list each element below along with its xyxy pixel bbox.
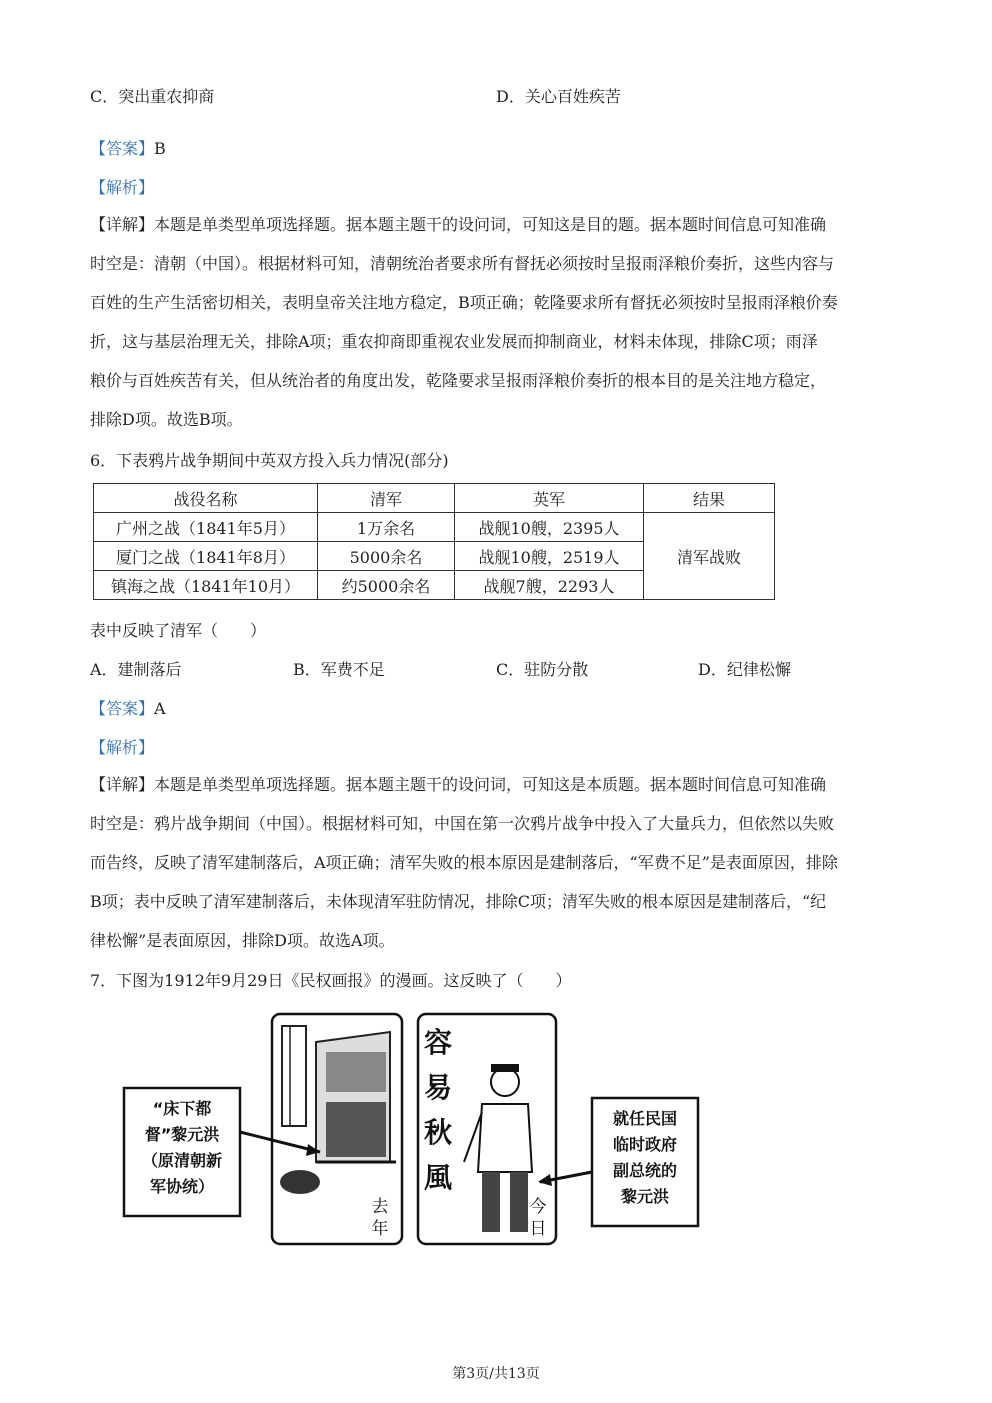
table-cell: 镇海之战（1841年10月）	[94, 571, 318, 600]
option-d: D．关心百姓疾苦	[496, 87, 621, 106]
q5-detail	[90, 205, 905, 439]
title-char: 秋	[423, 1116, 453, 1149]
option-c: C．突出重农抑商	[90, 87, 215, 106]
label-line: 黎元洪	[620, 1187, 670, 1206]
answer-value: A	[154, 699, 166, 718]
detail-line: B项；表中反映了清军建制落后，未体现清军驻防情况，排除C项；清军失败的根本原因是建制落后，“纪	[90, 892, 827, 911]
detail-tag: 【详解】	[90, 775, 155, 794]
answer-tag: 【答案】	[90, 139, 155, 158]
detail-line: 律松懈”是表面原因，排除D项。故选A项。	[90, 931, 395, 950]
table-cell: 战舰10艘，2519人	[455, 542, 644, 571]
table-header-row	[94, 484, 775, 513]
caption-char: 去	[371, 1197, 389, 1217]
table-header: 结果	[644, 484, 775, 513]
caption-char: 年	[371, 1219, 389, 1239]
table-cell: 广州之战（1841年5月）	[94, 513, 318, 542]
answer-tag: 【答案】	[90, 699, 155, 718]
caption-char: 今	[529, 1197, 547, 1217]
answer-value: B	[154, 139, 166, 158]
table-cell: 1万余名	[318, 513, 455, 542]
label-line: 军协统）	[149, 1177, 215, 1196]
table-header: 战役名称	[94, 484, 318, 513]
detail-line: 时空是：鸦片战争期间（中国）。根据材料可知，中国在第一次鸦片战争中投入了大量兵力，但依然以失败	[90, 814, 835, 833]
title-char: 容	[423, 1026, 453, 1059]
q6-stem: 6．下表鸦片战争期间中英双方投入兵力情况(部分)	[90, 451, 449, 470]
title-char: 風	[423, 1161, 453, 1194]
detail-tag: 【详解】	[90, 215, 155, 234]
table-cell: 约5000余名	[318, 571, 455, 600]
cartoon-hiding-figure	[280, 1170, 320, 1194]
option-b: B．军费不足	[293, 660, 385, 679]
detail-line: 而告终，反映了清军建制落后，A项正确；清军失败的根本原因是建制落后，“军费不足”是表面原因，排除	[90, 853, 838, 872]
option-a: A．建制落后	[90, 660, 182, 679]
option-d: D．纪律松懈	[698, 660, 791, 679]
battle-table	[93, 483, 775, 600]
q6-question: 表中反映了清军（ ）	[90, 621, 267, 640]
label-line: 临时政府	[612, 1135, 678, 1154]
q7-stem: 7．下图为1912年9月29日《民权画报》的漫画。这反映了（ ）	[90, 971, 572, 990]
caption-char: 日	[529, 1219, 547, 1239]
cartoon-figure	[120, 1012, 700, 1248]
table-cell: 厦门之战（1841年8月）	[94, 542, 318, 571]
analysis-tag: 【解析】	[90, 178, 155, 197]
table-header: 英军	[455, 484, 644, 513]
detail-line: 粮价与百姓疾苦有关，但从统治者的角度出发，乾隆要求呈报雨泽粮价奏折的根本目的是关注地方稳定，	[90, 371, 827, 390]
detail-line: 本题是单类型单项选择题。据本题主题干的设问词，可知这是本质题。据本题时间信息可知准确	[154, 775, 827, 794]
option-c: C．驻防分散	[496, 660, 589, 679]
label-line: “床下都	[152, 1099, 212, 1118]
page-footer: 第3页/共13页	[452, 1366, 540, 1382]
detail-line: 本题是单类型单项选择题。据本题主题干的设问词，可知这是目的题。据本题时间信息可知准确	[154, 215, 827, 234]
table-cell: 5000余名	[318, 542, 455, 571]
detail-line: 折，这与基层治理无关，排除A项；重农抑商即重视农业发展而抑制商业，材料未体现，排除C项；雨泽	[90, 332, 818, 351]
analysis-tag: 【解析】	[90, 738, 155, 757]
table-header: 清军	[318, 484, 455, 513]
table-cell: 战舰7艘，2293人	[455, 571, 644, 600]
title-char: 易	[423, 1071, 453, 1104]
detail-line: 排除D项。故选B项。	[90, 410, 243, 429]
answer-line	[90, 696, 166, 719]
detail-line: 时空是：清朝（中国）。根据材料可知，清朝统治者要求所有督抚必须按时呈报雨泽粮价奏折，这些内容与	[90, 254, 835, 273]
q6-detail	[90, 765, 905, 960]
table-result-cell: 清军战败	[644, 513, 775, 600]
table-cell: 战舰10艘，2395人	[455, 513, 644, 542]
detail-line: 百姓的生产生活密切相关，表明皇帝关注地方稳定，B项正确；乾隆要求所有督抚必须按时呈报雨泽粮价奏	[90, 293, 838, 312]
table-row	[94, 513, 775, 542]
label-line: 督”黎元洪	[144, 1125, 220, 1144]
answer-line	[90, 136, 166, 159]
label-line: 副总统的	[612, 1161, 678, 1180]
label-line: （原清朝新	[141, 1151, 223, 1170]
label-line: 就任民国	[612, 1109, 678, 1128]
